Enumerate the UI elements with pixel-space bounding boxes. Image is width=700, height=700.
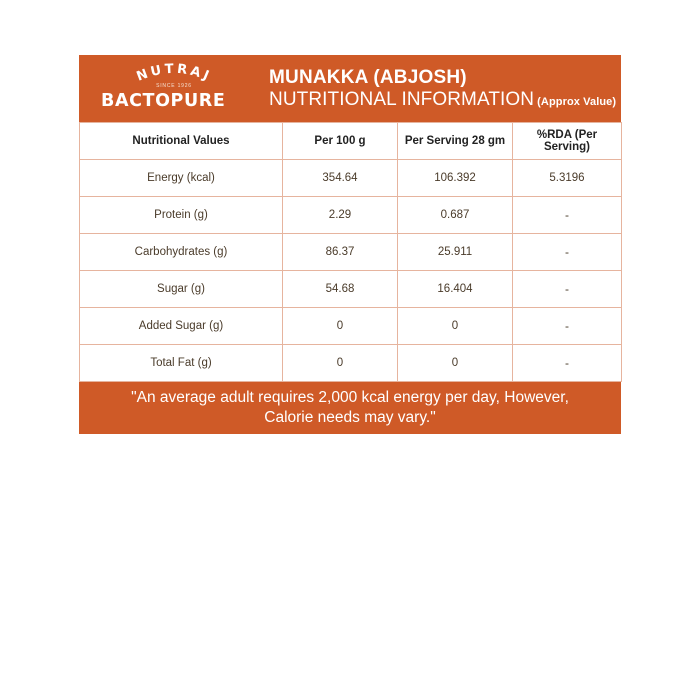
- nutrition-table: [79, 122, 622, 382]
- row-per-100g: 2.29: [283, 197, 398, 234]
- table-header-row: [80, 123, 622, 160]
- row-rda: -: [513, 197, 622, 234]
- row-label: Carbohydrates (g): [80, 234, 283, 271]
- svg-text:NUTRAJ: [135, 62, 214, 85]
- table-row: [80, 345, 622, 382]
- row-per-100g: 54.68: [283, 271, 398, 308]
- approx-label: (Approx Value): [537, 95, 617, 108]
- row-per-serving: 0: [398, 308, 513, 345]
- row-rda: -: [513, 308, 622, 345]
- row-per-serving: 25.911: [398, 234, 513, 271]
- table-row: [80, 160, 622, 197]
- nutrition-card: [79, 55, 621, 426]
- brand-arc-label: NUTRAJ: [134, 61, 214, 85]
- row-label: Protein (g): [80, 197, 283, 234]
- energy-note-line-1: "An average adult requires 2,000 kcal energy per day, However,: [131, 389, 569, 406]
- subtitle-text: NUTRITIONAL INFORMATION: [269, 88, 535, 110]
- header-per-serving: Per Serving 28 gm: [398, 123, 513, 160]
- row-label: Total Fat (g): [80, 345, 283, 382]
- row-per-100g: 354.64: [283, 160, 398, 197]
- header-per-100g: Per 100 g: [283, 123, 398, 160]
- table-row: [80, 234, 622, 271]
- brand-name: BACTOPURE: [101, 91, 226, 111]
- row-rda: -: [513, 345, 622, 382]
- card-header: [79, 55, 621, 122]
- header-nutritional-values: Nutritional Values: [80, 123, 283, 160]
- row-per-serving: 106.392: [398, 160, 513, 197]
- energy-note-line-2: Calorie needs may vary.": [264, 409, 436, 426]
- row-per-serving: 16.404: [398, 271, 513, 308]
- row-rda: 5.3196: [513, 160, 622, 197]
- table-row: [80, 197, 622, 234]
- brand-logo: [79, 55, 269, 122]
- nutrition-subtitle: [269, 89, 616, 113]
- brand-since: SINCE 1926: [156, 83, 192, 89]
- header-rda: %RDA (Per Serving): [513, 123, 622, 160]
- row-per-100g: 0: [283, 345, 398, 382]
- row-per-100g: 0: [283, 308, 398, 345]
- product-title: MUNAKKA (ABJOSH): [269, 66, 467, 88]
- row-rda: -: [513, 234, 622, 271]
- row-label: Added Sugar (g): [80, 308, 283, 345]
- row-per-100g: 86.37: [283, 234, 398, 271]
- table-row: [80, 308, 622, 345]
- row-per-serving: 0.687: [398, 197, 513, 234]
- row-label: Energy (kcal): [80, 160, 283, 197]
- row-per-serving: 0: [398, 345, 513, 382]
- row-label: Sugar (g): [80, 271, 283, 308]
- header-titles: [269, 67, 616, 113]
- energy-note: [79, 382, 621, 434]
- table-row: [80, 271, 622, 308]
- row-rda: -: [513, 271, 622, 308]
